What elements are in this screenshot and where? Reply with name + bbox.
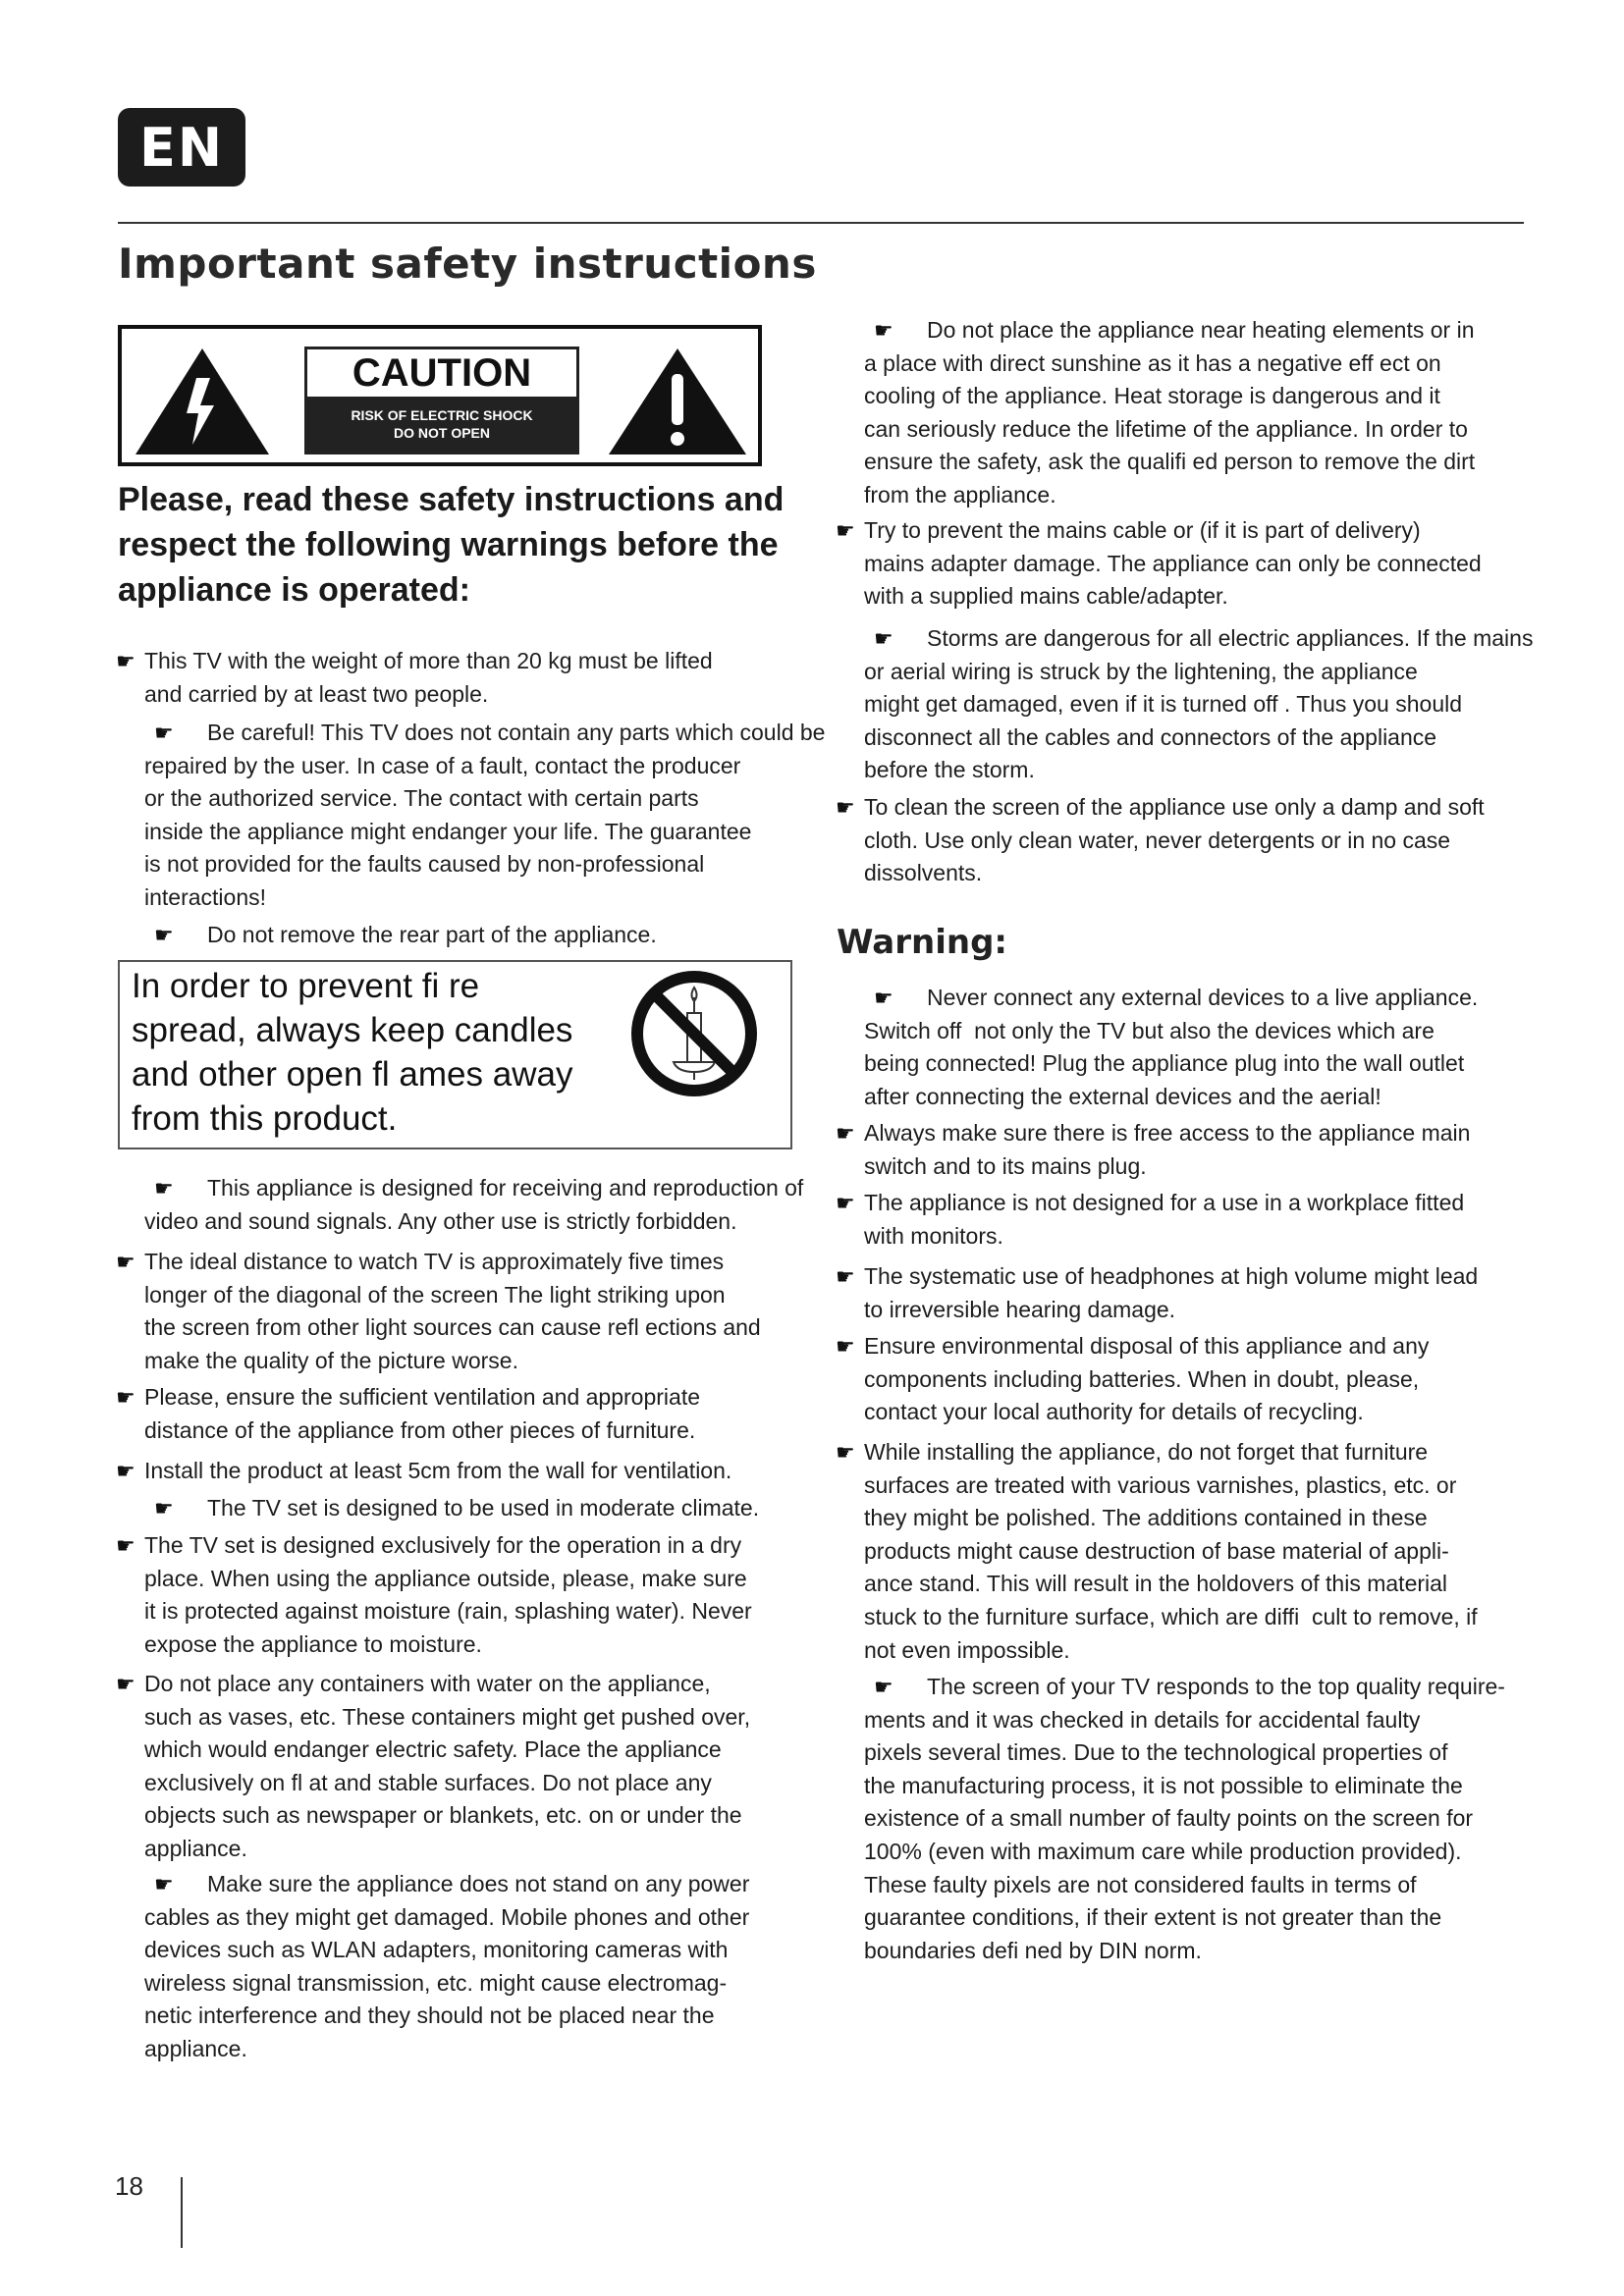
- pointing-hand-icon: ☛: [116, 1459, 135, 1483]
- list-item: [116, 1668, 751, 1866]
- item-text: Install the product at least 5cm from the wall for ventilation.: [144, 1458, 732, 1483]
- list-item: [116, 1529, 752, 1661]
- list-item: [116, 645, 713, 711]
- language-badge: EN: [118, 108, 245, 187]
- pointing-hand-icon: ☛: [116, 1250, 135, 1274]
- warning-heading: Warning:: [837, 923, 1008, 962]
- item-text: The TV set is designed to be used in moderate climate.: [207, 1495, 760, 1521]
- list-item: [116, 1246, 761, 1377]
- item-text: While installing the appliance, do not forget that furniture surfaces are treated with various varnishes, plastics, etc. or they might be polished. The additions contained in these products might cause destruction of base material of appli- ance stand. This will result in the holdovers of this material stuck to the furniture surface, which are diffi cult to remove, if not even impossible.: [864, 1439, 1478, 1663]
- pointing-hand-icon: ☛: [836, 795, 855, 820]
- item-text: To clean the screen of the appliance use only a damp and soft cloth. Use only clean water, never detergents or in no case dissolvents.: [864, 794, 1485, 886]
- item-text: Never connect any external devices to a live appliance. Switch off not only the TV but also the devices which are being connected! Plug the appliance plug into the wall outlet after connecting the external devices and the aerial!: [864, 985, 1479, 1109]
- pointing-hand-icon: ☛: [836, 1264, 855, 1289]
- item-text: Always make sure there is free access to the appliance main switch and to its mains plug.: [864, 1120, 1471, 1179]
- pointing-hand-icon: ☛: [874, 1675, 893, 1699]
- item-text: Ensure environmental disposal of this appliance and any components including batteries. When in doubt, please, contact your local authority for details of recycling.: [864, 1333, 1430, 1425]
- item-text: Storms are dangerous for all electric appliances. If the mains or aerial wiring is struck by the lightening, the appliance might get damaged, even if it is turned off . Thus you should disconnect all the cables and connectors of the appliance before the storm.: [864, 625, 1534, 783]
- caution-line-1: RISK OF ELECTRIC SHOCK: [351, 407, 533, 423]
- pointing-hand-icon: ☛: [836, 1121, 855, 1146]
- pointing-hand-icon: ☛: [116, 1385, 135, 1410]
- caution-line-2: DO NOT OPEN: [393, 425, 490, 441]
- list-item: [836, 1260, 1479, 1326]
- pointing-hand-icon: ☛: [874, 626, 893, 651]
- page-title: Important safety instructions: [118, 240, 817, 288]
- list-item: [836, 514, 1482, 614]
- item-text: Try to prevent the mains cable or (if it is part of delivery) mains adapter damage. The appliance can only be connected with a supplied mains cable/adapter.: [864, 517, 1482, 610]
- item-text: Do not place the appliance near heating elements or in a place with direct sunshine as it has a negative eff ect on cooling of the appliance. Heat storage is dangerous and it can seriously reduce the lifetime of the appliance. In order to ensure the safety, ask the qualifi ed person to remove the dirt from the appliance.: [864, 317, 1476, 507]
- pointing-hand-icon: ☛: [154, 923, 174, 947]
- list-item: [144, 717, 825, 915]
- item-text: Make sure the appliance does not stand on any power cables as they might get damaged. Mobile phones and other devices such as WLAN adapters, monitoring cameras with wireless signal transmission, etc. might cause electromag- netic interference and they should not be placed near the appliance.: [144, 1871, 750, 2061]
- pointing-hand-icon: ☛: [836, 518, 855, 543]
- list-item: [836, 1436, 1478, 1667]
- no-open-flame-icon: [628, 968, 760, 1099]
- footer-divider: [181, 2177, 183, 2248]
- list-item: [836, 1330, 1430, 1429]
- list-item: [116, 1381, 701, 1447]
- pointing-hand-icon: ☛: [116, 649, 135, 673]
- list-item: [864, 982, 1478, 1113]
- page-number: 18: [115, 2171, 143, 2201]
- item-text: Do not place any containers with water on the appliance, such as vases, etc. These containers might get pushed over, which would endanger electric safety. Place the appliance exclusively on fl at and stable surfaces. Do not place any objects such as newspaper or blankets, etc. on or under the appliance.: [144, 1671, 751, 1861]
- list-item: [864, 1671, 1505, 1967]
- caution-heading: CAUTION: [307, 349, 576, 397]
- caution-panel: [304, 347, 579, 454]
- pointing-hand-icon: ☛: [836, 1191, 855, 1215]
- item-text: This TV with the weight of more than 20 kg must be lifted and carried by at least two people.: [144, 648, 713, 707]
- list-item: [864, 622, 1533, 787]
- list-item: [144, 1868, 749, 2066]
- caution-label: [118, 325, 762, 466]
- list-item: [144, 1492, 759, 1525]
- item-text: This appliance is designed for receiving and reproduction of video and sound signals. Any other use is strictly forbidden.: [144, 1175, 804, 1234]
- pointing-hand-icon: ☛: [874, 318, 893, 343]
- list-item: [836, 1117, 1471, 1183]
- list-item: [144, 1172, 803, 1238]
- pointing-hand-icon: ☛: [116, 1672, 135, 1696]
- pointing-hand-icon: ☛: [154, 1872, 174, 1896]
- list-item: [836, 1187, 1465, 1253]
- header-divider: [118, 222, 1524, 224]
- pointing-hand-icon: ☛: [154, 721, 174, 745]
- list-item: [144, 919, 657, 952]
- item-text: The TV set is designed exclusively for the operation in a dry place. When using the appliance outside, please, make sure it is protected against moisture (rain, splashing water). Never expose the appliance to moisture.: [144, 1532, 752, 1657]
- list-item: [864, 314, 1475, 512]
- item-text: The systematic use of headphones at high volume might lead to irreversible hearing damage.: [864, 1263, 1479, 1322]
- fire-notice-text: In order to prevent fi re spread, always keep candles and other open fl ames away from this product.: [132, 967, 573, 1138]
- item-text: The appliance is not designed for a use in a workplace fitted with monitors.: [864, 1190, 1465, 1249]
- item-text: The screen of your TV responds to the top quality require- ments and it was checked in details for accidental faulty pixels several times. Due to the technological properties of the manufacturing process, it is not possible to eliminate the existence of a small number of faulty points on the screen for 100% (even with maximum care while production provided). These faulty pixels are not considered faults in terms of guarantee conditions, if their extent is not greater than the boundaries defi ned by DIN norm.: [864, 1674, 1505, 1963]
- item-text: Do not remove the rear part of the appliance.: [207, 922, 657, 947]
- pointing-hand-icon: ☛: [154, 1496, 174, 1521]
- item-text: The ideal distance to watch TV is approximately five times longer of the diagonal of the screen The light striking upon the screen from other light sources can cause refl ections and make the quality of the picture worse.: [144, 1249, 761, 1373]
- item-text: Please, ensure the sufficient ventilation and appropriate distance of the appliance from other pieces of furniture.: [144, 1384, 701, 1443]
- list-item: [116, 1455, 732, 1488]
- pointing-hand-icon: ☛: [154, 1176, 174, 1201]
- fire-safety-notice: [118, 960, 792, 1149]
- read-instructions-heading: Please, read these safety instructions and respect the following warnings before the appliance is operated:: [118, 481, 785, 609]
- exclamation-warning-icon: [609, 348, 746, 454]
- pointing-hand-icon: ☛: [836, 1440, 855, 1465]
- item-text: Be careful! This TV does not contain any parts which could be repaired by the user. In case of a fault, contact the producer or the authorized service. The contact with certain parts inside the appliance might endanger your life. The guarantee is not provided for the faults caused by non-professional interactions!: [144, 720, 826, 910]
- pointing-hand-icon: ☛: [116, 1533, 135, 1558]
- list-item: [836, 791, 1485, 890]
- pointing-hand-icon: ☛: [836, 1334, 855, 1359]
- pointing-hand-icon: ☛: [874, 986, 893, 1010]
- electric-shock-warning-icon: [135, 348, 269, 454]
